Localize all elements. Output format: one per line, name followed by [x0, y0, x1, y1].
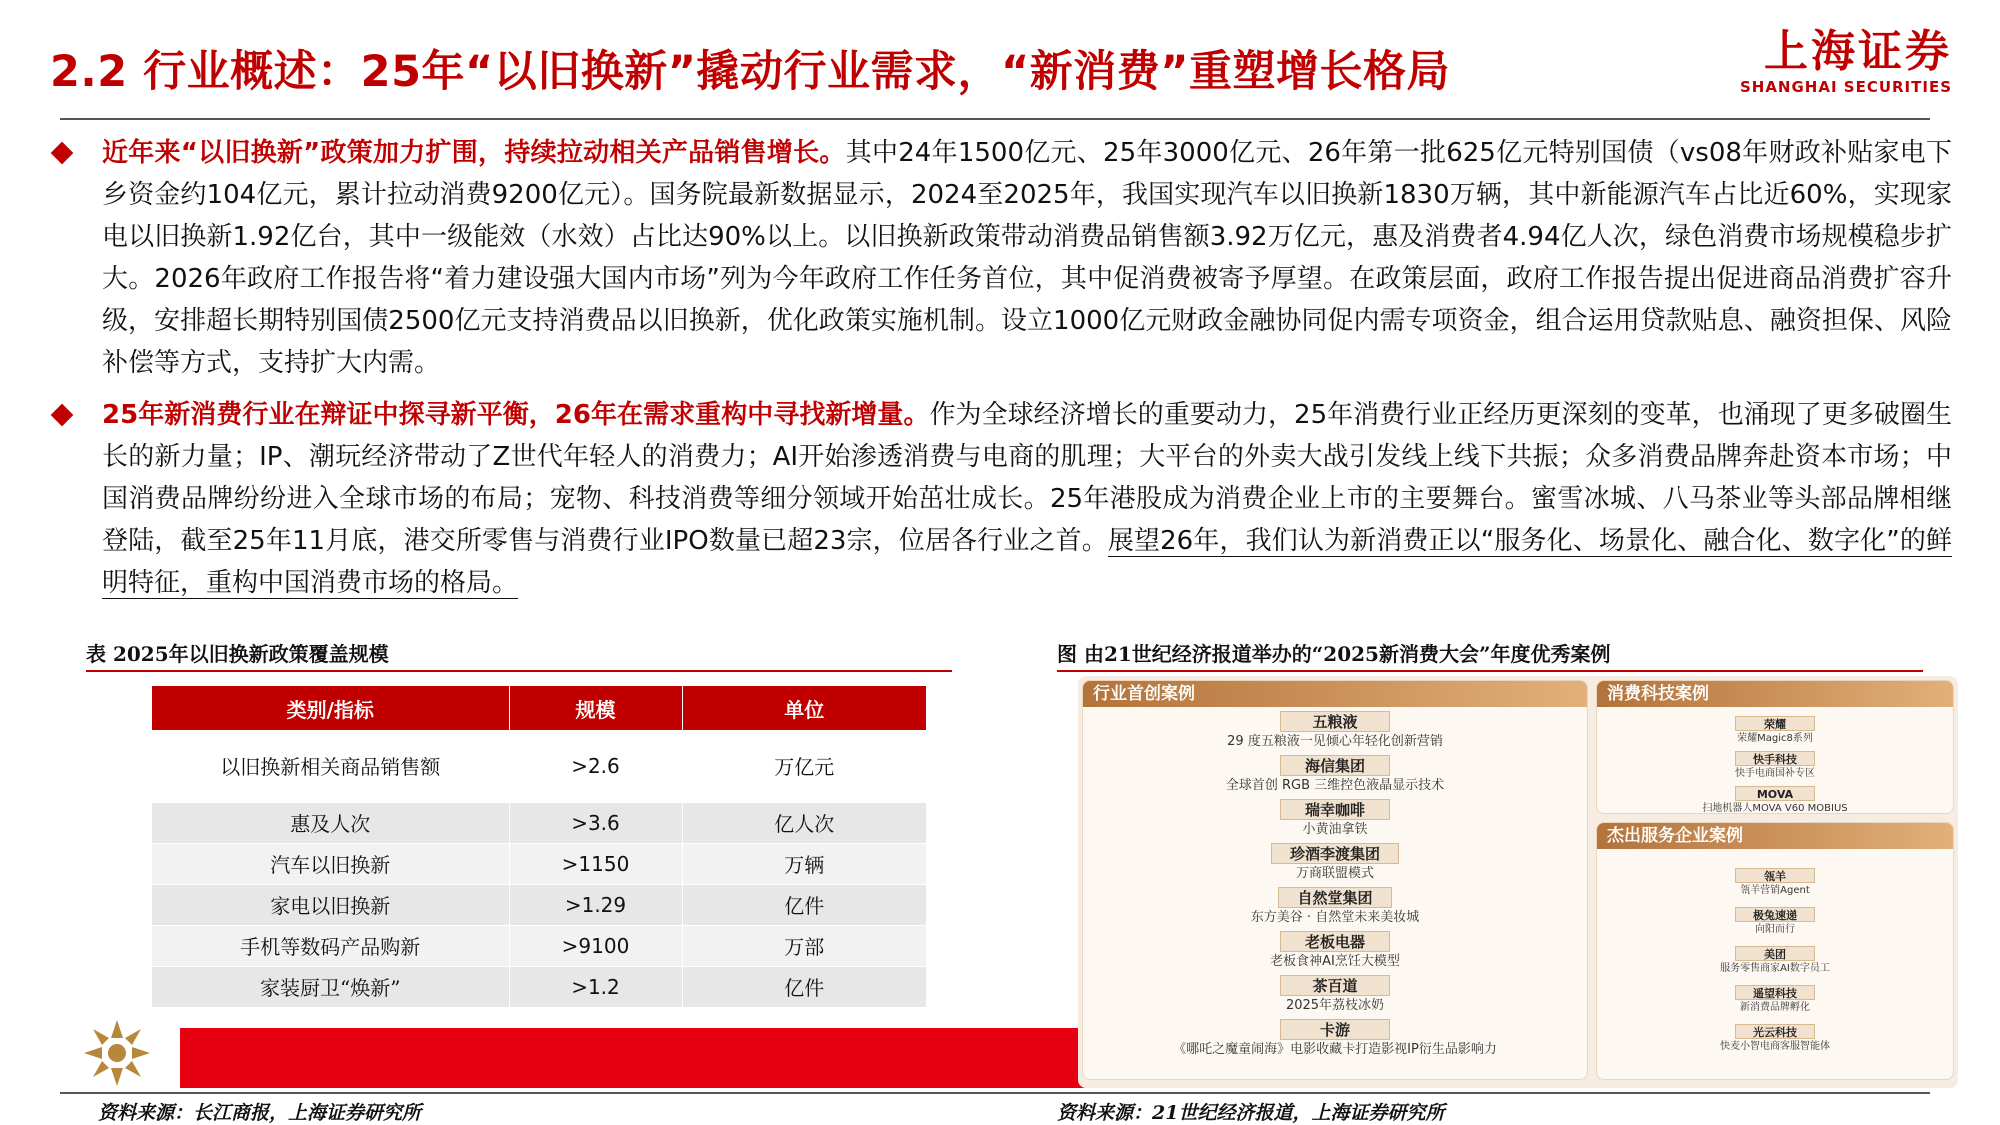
table-row: [152, 843, 927, 884]
table-row: [152, 730, 927, 802]
case-desc: 东方美谷 · 自然堂未来美妆城: [1250, 910, 1420, 925]
case-entry: [1597, 982, 1953, 1015]
bullet-underlined-text: 展望26年，我们认为新消费正以“服务化、场景化、融合化、数字化”的鲜明特征，重构中国消费市场的格局。: [102, 526, 1952, 598]
figure-source: 资料来源：21世纪经济报道，上海证券研究所: [1057, 1102, 1445, 1124]
panel-title: 消费科技案例: [1597, 681, 1953, 707]
case-entry: [1597, 713, 1953, 746]
case-entry: [1083, 711, 1587, 751]
panel-service: [1596, 822, 1954, 1080]
figure-caption: 图 由21世纪经济报道举办的“2025新消费大会”年度优秀案例: [1057, 642, 1611, 666]
table-cell: 亿人次: [682, 802, 927, 843]
case-entry: [1083, 931, 1587, 971]
case-brand: 珍酒李渡集团: [1271, 843, 1399, 864]
case-entry: [1083, 887, 1587, 927]
case-entry: [1597, 943, 1953, 976]
case-desc: 快麦小智电商客服智能体: [1720, 1041, 1830, 1052]
table-cell: 家装厨卫“焕新”: [152, 966, 509, 1007]
case-desc: 荣耀Magic8系列: [1737, 733, 1813, 744]
table-cell: >1.2: [509, 966, 682, 1007]
bullet-paragraph: [52, 394, 1952, 604]
case-desc: 万商联盟模式: [1295, 866, 1374, 881]
case-brand: 美团: [1735, 946, 1815, 961]
bullet-paragraph: [52, 132, 1952, 384]
case-entry: [1083, 1019, 1587, 1059]
table-cell: 亿件: [682, 966, 927, 1007]
table-cell: >2.6: [509, 730, 682, 802]
logo-english: SHANGHAI SECURITIES: [1739, 78, 1952, 96]
case-desc: 老板食神AI烹饪大模型: [1270, 954, 1400, 969]
table-cell: 万辆: [682, 843, 927, 884]
table-row: [152, 966, 927, 1007]
bullet-list: [52, 132, 1952, 614]
bullet-lead: 近年来“以旧换新”政策加力扩围，持续拉动相关产品销售增长。: [102, 138, 846, 168]
company-logo: [1739, 26, 1952, 96]
case-figure: [1078, 676, 1958, 1088]
case-entry: [1083, 755, 1587, 795]
panel-industry-first: [1082, 680, 1588, 1080]
case-brand: 自然堂集团: [1278, 887, 1391, 908]
case-entry: [1083, 843, 1587, 883]
table-header-unit: 单位: [682, 686, 927, 730]
diamond-bullet-icon: [51, 142, 74, 165]
panel-consumer-tech: [1596, 680, 1954, 814]
table-cell: 手机等数码产品购新: [152, 925, 509, 966]
panel-title: 杰出服务企业案例: [1597, 823, 1953, 849]
company-emblem-icon: [82, 1018, 152, 1088]
table-cell: 汽车以旧换新: [152, 843, 509, 884]
bullet-body: 其中24年1500亿元、25年3000亿元、26年第一批625亿元特别国债（vs08年财政补贴家电下乡资金约104亿元，累计拉动消费9200亿元）。国务院最新数据显示，2024至2025年，我国实现汽车以旧换新1830万辆，其中新能源汽车占比近60%，实现家电以旧换新1.92亿台，其中一级能效（水效）占比达90%以上。以旧换新政策带动消费品销售额3.92万亿元，惠及消费者4.94亿人次，绿色消费市场规模稳步扩大。2026年政府工作报告将“着力建设强大国内市场”列为今年政府工作任务首位，其中促消费被寄予厚望。在政策层面，政府工作报告提出促进商品消费扩容升级，安排超长期特别国债2500亿元支持消费品以旧换新，优化政策实施机制。设立1000亿元财政金融协同促内需专项资金，组合运用贷款贴息、融资担保、风险补偿等方式，支持扩大内需。: [102, 138, 1953, 378]
case-brand: 卡游: [1280, 1019, 1390, 1040]
case-brand: 瑞幸咖啡: [1280, 799, 1390, 820]
case-desc: 《哪吒之魔童闹海》电影收藏卡打造影视IP衍生品影响力: [1173, 1042, 1497, 1057]
case-entry: [1083, 799, 1587, 839]
table-cell: >1150: [509, 843, 682, 884]
table-cell: 惠及人次: [152, 802, 509, 843]
panel-title: 行业首创案例: [1083, 681, 1587, 707]
case-entry: [1083, 975, 1587, 1015]
figure-caption-rule: [1057, 670, 1923, 672]
case-brand: 荣耀: [1735, 716, 1815, 731]
case-brand: 老板电器: [1280, 931, 1390, 952]
table-header-scale: 规模: [509, 686, 682, 730]
case-desc: 瓴羊营销Agent: [1740, 885, 1810, 896]
table-row: [152, 925, 927, 966]
table-cell: >9100: [509, 925, 682, 966]
table-header-category: 类别/指标: [152, 686, 509, 730]
table-cell: 家电以旧换新: [152, 884, 509, 925]
case-desc: 快手电商国补专区: [1735, 768, 1815, 779]
case-desc: 全球首创 RGB 三维控色液晶显示技术: [1225, 778, 1445, 793]
case-brand: 极兔速递: [1735, 907, 1815, 922]
case-brand: 遥望科技: [1735, 985, 1815, 1000]
case-brand: 海信集团: [1280, 755, 1390, 776]
case-brand: MOVA: [1735, 786, 1815, 801]
case-brand: 光云科技: [1735, 1024, 1815, 1039]
case-entry: [1597, 783, 1953, 816]
case-brand: 茶百道: [1280, 975, 1390, 996]
diamond-bullet-icon: [51, 404, 74, 427]
table-row: [152, 802, 927, 843]
case-desc: 向阳而行: [1755, 924, 1795, 935]
table-cell: 亿件: [682, 884, 927, 925]
page-title: 2.2 行业概述：25年“以旧换新”撬动行业需求，“新消费”重塑增长格局: [50, 47, 1451, 97]
table-row: [152, 884, 927, 925]
case-desc: 小黄油拿铁: [1302, 822, 1368, 837]
case-entry: [1597, 904, 1953, 937]
table-caption: 表 2025年以旧换新政策覆盖规模: [86, 642, 389, 666]
case-brand: 瓴羊: [1735, 868, 1815, 883]
table-caption-rule: [86, 670, 952, 672]
case-entry: [1597, 748, 1953, 781]
case-desc: 服务零售商家AI数字员工: [1720, 963, 1830, 974]
footer-divider: [60, 1092, 1930, 1094]
policy-scale-table: [152, 686, 927, 1008]
table-source: 资料来源：长江商报，上海证券研究所: [98, 1102, 422, 1124]
table-cell: 万部: [682, 925, 927, 966]
table-cell: >3.6: [509, 802, 682, 843]
table-cell: 以旧换新相关商品销售额: [152, 730, 509, 802]
table-cell: >1.29: [509, 884, 682, 925]
case-entry: [1597, 865, 1953, 898]
case-desc: 新消费品牌孵化: [1740, 1002, 1810, 1013]
bullet-lead: 25年新消费行业在辩证中探寻新平衡，26年在需求重构中寻找新增量。: [102, 400, 930, 430]
case-desc: 29 度五粮液一见倾心年轻化创新营销: [1227, 734, 1443, 749]
bullet-body: 作为全球经济增长的重要动力，25年消费行业正经历更深刻的变革，也涌现了更多破圈生长的新力量；IP、潮玩经济带动了Z世代年轻人的消费力；AI开始渗透消费与电商的肌理；大平台的外卖大战引发线上线下共振；众多消费品牌奔赴资本市场；中国消费品牌纷纷进入全球市场的布局；宠物、科技消费等细分领域开始茁壮成长。25年港股成为消费企业上市的主要舞台。蜜雪冰城、八马茶业等头部品牌相继登陆，截至25年11月底，港交所零售与消费行业IPO数量已超23宗，位居各行业之首。: [102, 400, 1952, 556]
table-cell: 万亿元: [682, 730, 927, 802]
case-desc: 2025年荔枝冰奶: [1285, 998, 1385, 1013]
logo-chinese: 上海证券: [1764, 26, 1952, 77]
case-brand: 五粮液: [1280, 711, 1390, 732]
header-divider: [60, 118, 1930, 120]
case-entry: [1597, 1021, 1953, 1054]
case-brand: 快手科技: [1735, 751, 1815, 766]
case-desc: 扫地机器人MOVA V60 MOBIUS: [1702, 803, 1848, 814]
